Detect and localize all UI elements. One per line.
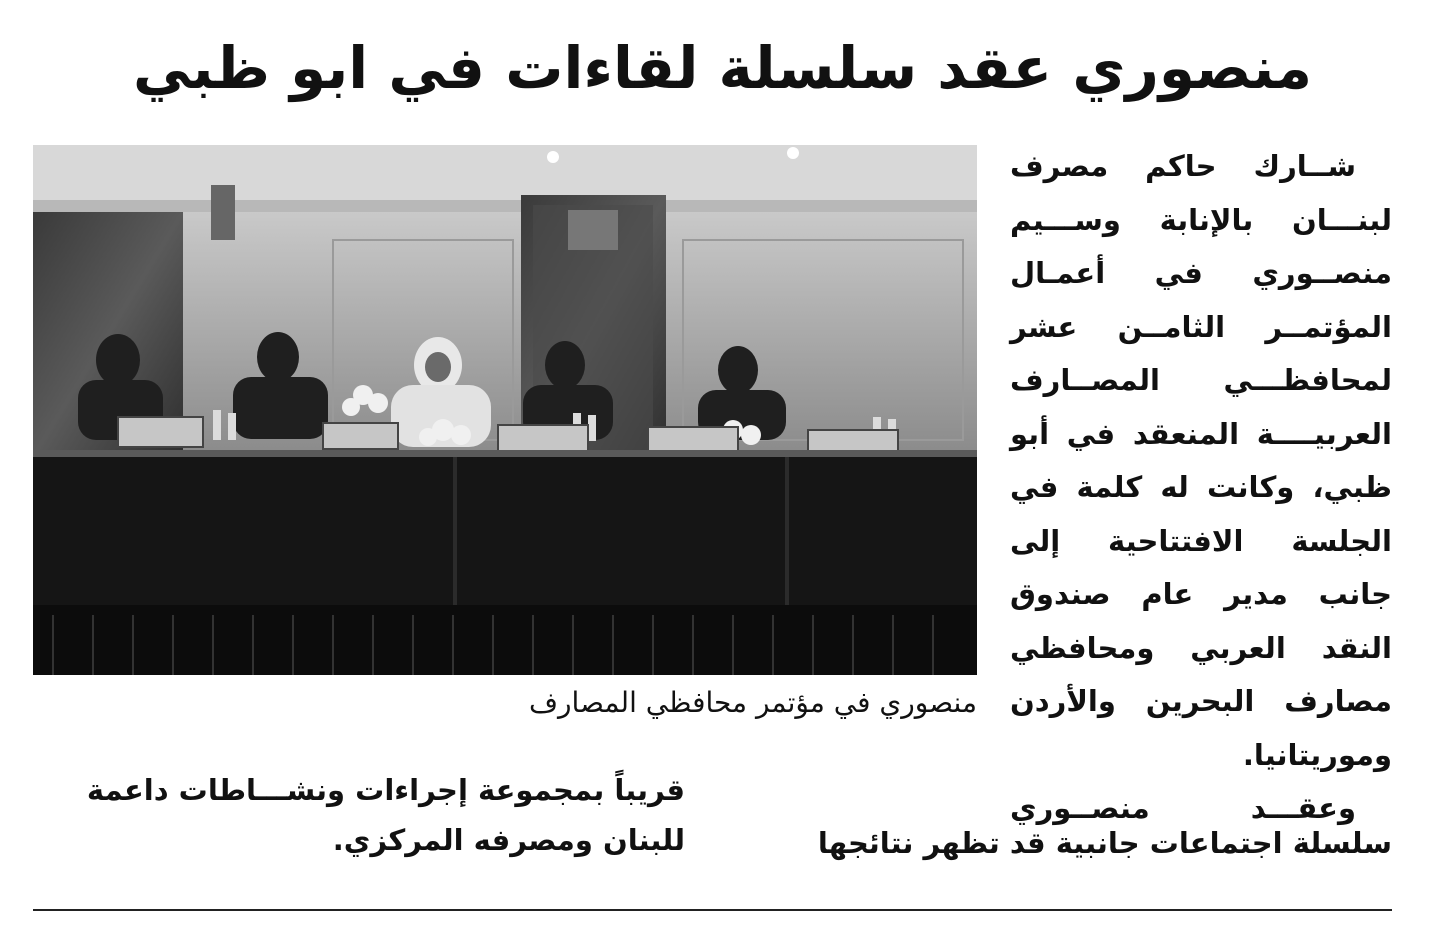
- body-line: لبنـــان بالإنابة وســـيم: [1010, 202, 1392, 237]
- body-line: النقد العربي ومحافظي: [1010, 630, 1392, 665]
- photo-caption: منصوري في مؤتمر محافظي المصارف: [529, 686, 977, 719]
- body-line: لمحافظـــي المصــارف: [1010, 363, 1392, 397]
- body-line: ظبي، وكانت له كلمة في: [1010, 470, 1392, 504]
- body-line: جانب مدير عام صندوق: [1010, 577, 1392, 611]
- body-line: مصارف البحرين والأردن: [1010, 684, 1392, 718]
- article-column-left: [33, 765, 685, 865]
- body-line: العربيــــة المنعقد في أبو: [1010, 416, 1392, 451]
- body-line: للبنان ومصرفه المركزي.: [332, 823, 685, 857]
- bottom-rule: [33, 909, 1392, 911]
- conference-photo: [33, 145, 977, 675]
- body-line: منصــوري في أعمـال: [1010, 256, 1392, 290]
- body-line: قريباً بمجموعة إجراءات ونشـــاطات داعمة: [86, 773, 685, 807]
- continuation-line-right: سلسلة اجتماعات جانبية قد تظهر نتائجها: [817, 826, 1392, 860]
- body-line: المؤتمــر الثامــن عشر: [1010, 309, 1392, 344]
- body-line: وموريتانيا.: [1242, 737, 1392, 772]
- headline: منصوري عقد سلسلة لقاءات في ابو ظبي: [132, 34, 1313, 102]
- body-line: شــارك حاكم مصرف: [1010, 149, 1356, 183]
- body-line: وعقـــد منصــوري: [1010, 791, 1356, 825]
- article-column-right: [1010, 140, 1392, 836]
- body-line: الجلسة الافتتاحية إلى: [1010, 523, 1392, 558]
